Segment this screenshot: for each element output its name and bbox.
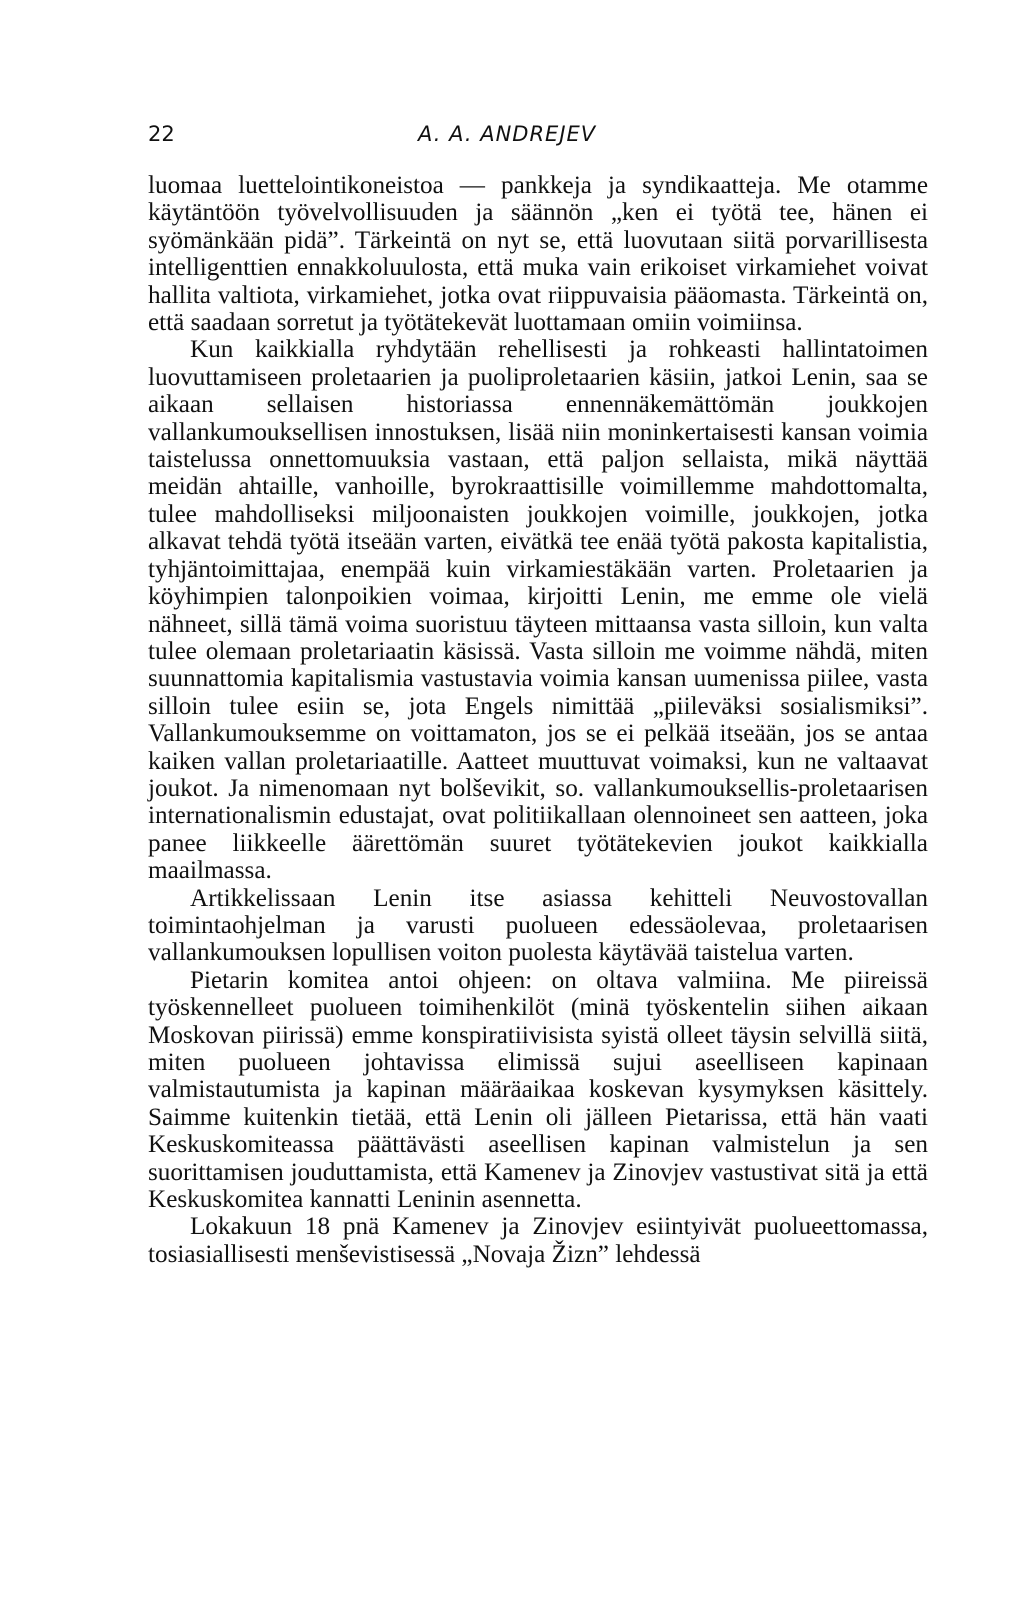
paragraph-2: Kun kaikkialla ryhdytään rehellisesti ja rohkeasti hallintatoimen luovuttamiseen proletaarien ja puoliproletaarien käsiin, jatkoi Lenin, saa se aikaan sellaisen historiassa ennennäkemättömän joukkojen vallankumouksellisen innostuksen, lisää niin moninkertaisesti kansan voimia taistelussa onnettomuuksia vastaan, että paljon sellaista, mikä näyttää meidän ahtaille, vanhoille, byrokraattisille voimillemme mahdottomalta, tulee mahdolliseksi miljoonaisten joukkojen voimille, joukkojen, jotka alkavat tehdä työtä itseään varten, eivätkä tee enää työtä pakosta kapitalistia, tyhjäntoimittajaa, enempää kuin virkamiestäkään varten. Proletaarien ja köyhimpien talonpoikien voimaa, kirjoitti Lenin, me emme ole vielä nähneet, sillä tämä voima suoristuu täyteen mittaansa vasta silloin, kun valta tulee olemaan proletariaatin käsissä. Vasta silloin me voimme nähdä, miten suunnattomia kapitalismia vastustavia voimia kansan uumenissa piilee, vasta silloin tulee esiin se, jota Engels nimittää „piileväksi sosialismiksi”. Vallankumouksemme on voittamaton, jos se ei pelkää itseään, jos se antaa kaiken vallan proletariaatille. Aatteet muuttuvat voimaksi, kun ne valtaavat joukot. Ja nimenomaan nyt bolševikit, so. vallankumouksellis-proletaarisen internationalismin edustajat, ovat politiikallaan olennoineet sen aatteen, joka panee liikkeelle äärettömän suuret työtätekevien joukot kaikkialla maailmassa. — [148, 336, 928, 885]
running-title: A. A. ANDREJEV — [418, 122, 597, 146]
running-head — [148, 122, 928, 156]
paragraph-5: Lokakuun 18 pnä Kamenev ja Zinovjev esiintyivät puolueettomassa, tosiasiallisesti menševistisessä „Novaja Žizn” lehdessä — [148, 1213, 928, 1268]
page-number: 22 — [148, 122, 175, 146]
paragraph-4: Pietarin komitea antoi ohjeen: on oltava valmiina. Me piireissä työskennelleet puolueen toimihenkilöt (minä työskentelin siihen aikaan Moskovan piirissä) emme konspiratiivisista syistä olleet täysin selvillä siitä, miten puolueen johtavissa elimissä sujui aseelliseen kapinaan valmistautumista ja kapinan määräaikaa koskevan kysymyksen käsittely. Saimme kuitenkin tietää, että Lenin oli jälleen Pietarissa, että hän vaati Keskuskomiteassa päättävästi aseellisen kapinan valmistelun ja sen suorittamisen jouduttamista, että Kamenev ja Zinovjev vastustivat sitä ja että Keskuskomitea kannatti Leninin asennetta. — [148, 966, 928, 1214]
body-text — [148, 172, 928, 1268]
paragraph-1: luomaa luettelointikoneistoa — pankkeja ja syndikaatteja. Me otamme käytäntöön työvelvollisuuden ja säännön „ken ei työtä tee, hänen ei syömänkään pidä”. Tärkeintä on nyt se, että luovutaan siitä porvarillisesta intelligenttien ennakkoluulosta, että muka vain erikoiset virkamiehet voivat hallita valtiota, virkamiehet, jotka ovat riippuvaisia pääomasta. Tärkeintä on, että saadaan sorretut ja työtätekevät luottamaan omiin voimiinsa. — [148, 172, 928, 337]
paragraph-3: Artikkelissaan Lenin itse asiassa kehitteli Neuvostovallan toimintaohjelman ja varusti puolueen edessäolevaa, proletaarisen vallankumouksen lopullisen voiton puolesta käytävää taistelua varten. — [148, 884, 928, 967]
